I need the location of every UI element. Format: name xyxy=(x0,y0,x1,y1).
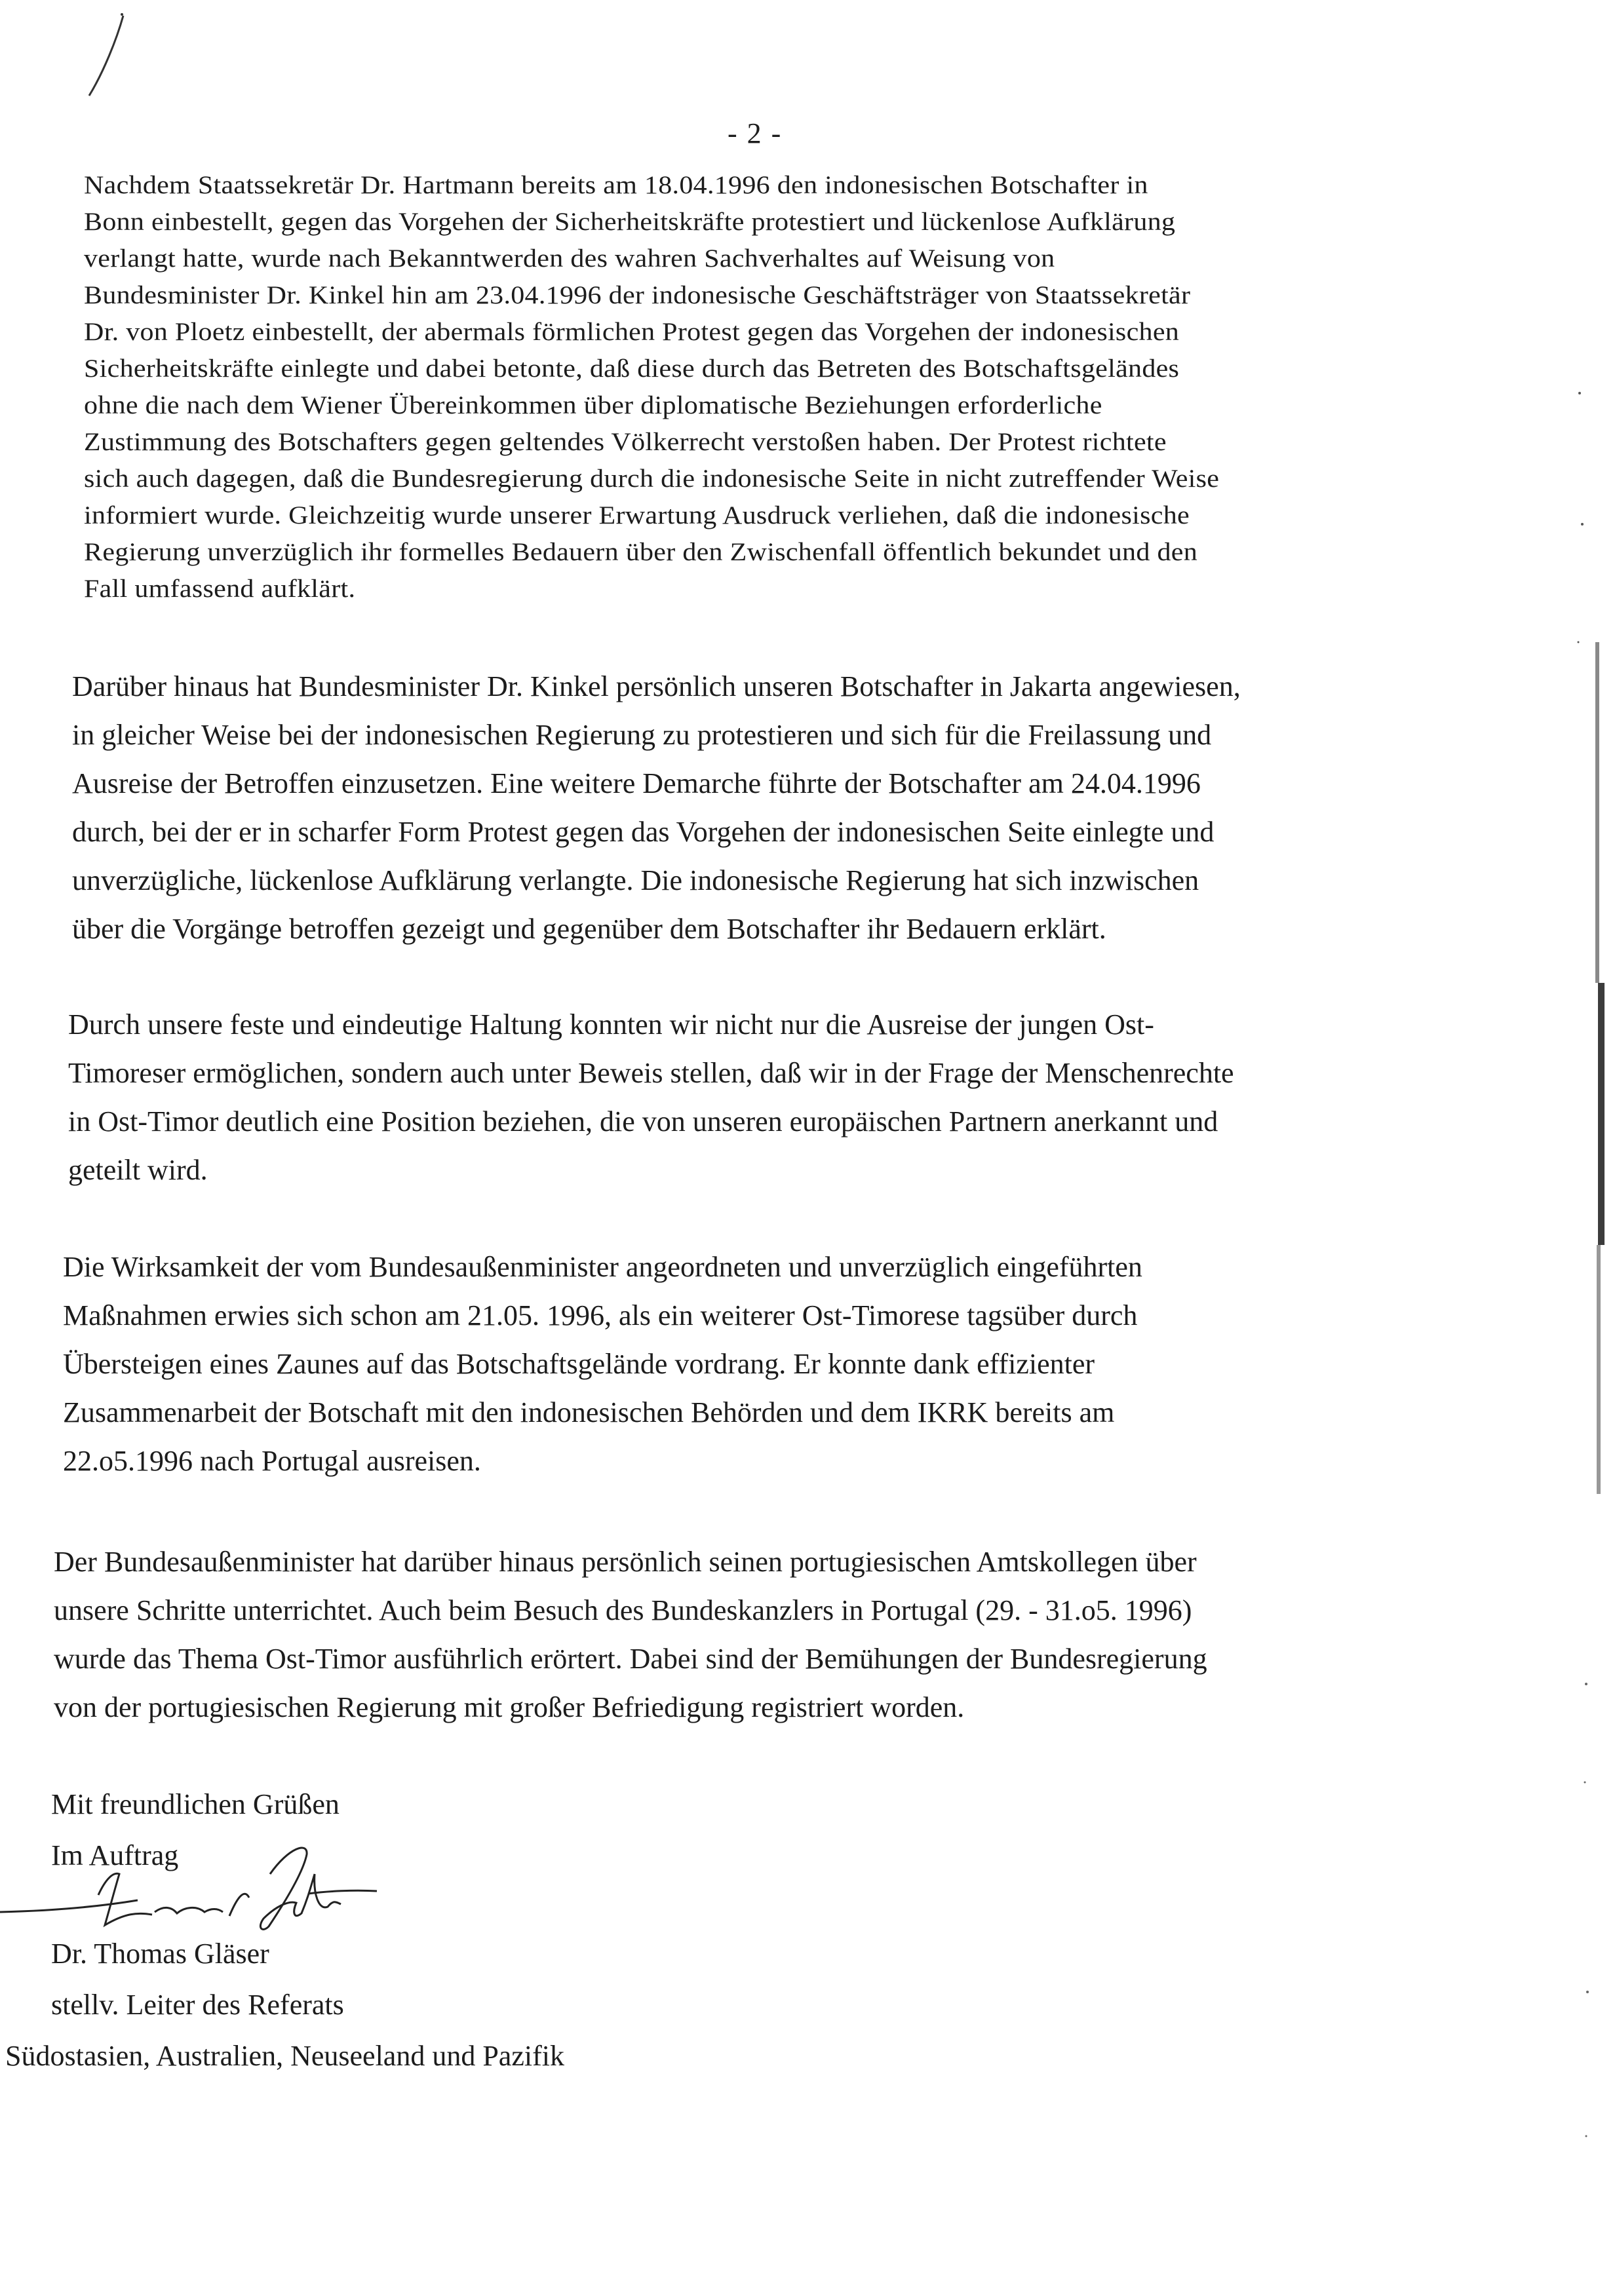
text-line: unsere Schritte unterrichtet. Auch beim Besuch des Bundeskanzlers in Portugal (29. - 31.o5. 1996) xyxy=(54,1594,1192,1626)
text-line: sich auch dagegen, daß die Bundesregierung durch die indonesische Seite in nicht zutreffender Weise xyxy=(84,465,1220,493)
text-line: durch, bei der er in scharfer Form Protest gegen das Vorgehen der indonesischen Seite einlegte und xyxy=(72,816,1215,848)
text-line: Darüber hinaus hat Bundesminister Dr. Kinkel persönlich unseren Botschafter in Jakarta angewiesen, xyxy=(72,670,1241,702)
text-line: Fall umfassend aufklärt. xyxy=(84,575,356,603)
text-line: Bundesminister Dr. Kinkel hin am 23.04.1996 der indonesische Geschäftsträger von Staatssekretär xyxy=(84,281,1191,310)
text-line: Regierung unverzüglich ihr formelles Bedauern über den Zwischenfall öffentlich bekundet und den xyxy=(84,538,1198,567)
text-line: ohne die nach dem Wiener Übereinkommen über diplomatische Beziehungen erforderliche xyxy=(84,391,1102,420)
text-line: in gleicher Weise bei der indonesischen Regierung zu protestieren und sich für die Freilassung und xyxy=(72,719,1212,751)
text-line: in Ost-Timor deutlich eine Position beziehen, die von unseren europäischen Partnern anerkannt und xyxy=(68,1105,1218,1138)
text-line: über die Vorgänge betroffen gezeigt und gegenüber dem Botschafter ihr Bedauern erklärt. xyxy=(72,913,1106,945)
text-line: geteilt wird. xyxy=(68,1154,208,1186)
text-line: Der Bundesaußenminister hat darüber hinaus persönlich seinen portugiesischen Amtskollegen über xyxy=(54,1546,1197,1578)
text-line: Zusammenarbeit der Botschaft mit den indonesischen Behörden und dem IKRK bereits am xyxy=(63,1396,1115,1428)
text-line: Dr. von Ploetz einbestellt, der abermals förmlichen Protest gegen das Vorgehen der indonesischen xyxy=(84,318,1180,347)
page-number: - 2 - xyxy=(728,117,783,149)
text-line: Timoreser ermöglichen, sondern auch unter Beweis stellen, daß wir in der Frage der Menschenrechte xyxy=(68,1057,1234,1089)
text-line: Die Wirksamkeit der vom Bundesaußenminister angeordneten und unverzüglich eingeführten xyxy=(63,1251,1142,1283)
text-line: wurde das Thema Ost-Timor ausführlich erörtert. Dabei sind der Bemühungen der Bundesregierung xyxy=(54,1643,1207,1675)
text-line: 22.o5.1996 nach Portugal ausreisen. xyxy=(63,1445,481,1477)
on-behalf-label: Im Auftrag xyxy=(51,1839,179,1871)
text-line: Bonn einbestellt, gegen das Vorgehen der Sicherheitskräfte protestiert und lückenlose Aufklärung xyxy=(84,208,1176,237)
handwritten-signature xyxy=(0,1835,380,1953)
text-line: unverzügliche, lückenlose Aufklärung verlangte. Die indonesische Regierung hat sich inzwischen xyxy=(72,864,1199,896)
signatory-name: Dr. Thomas Gläser xyxy=(51,1938,269,1970)
text-line: Ausreise der Betroffen einzusetzen. Eine weitere Demarche führte der Botschafter am 24.04.1996 xyxy=(72,767,1201,799)
text-line: Maßnahmen erwies sich schon am 21.05. 1996, als ein weiterer Ost-Timorese tagsüber durch xyxy=(63,1299,1138,1331)
text-line: Übersteigen eines Zaunes auf das Botschaftsgelände vordrang. Er konnte dank effizienter xyxy=(63,1348,1095,1380)
text-line: von der portugiesischen Regierung mit großer Befriedigung registriert worden. xyxy=(54,1691,965,1723)
text-line: Zustimmung des Botschafters gegen geltendes Völkerrecht verstoßen haben. Der Protest richtete xyxy=(84,428,1167,457)
signatory-role: stellv. Leiter des Referats xyxy=(51,1989,344,2021)
text-line: verlangt hatte, wurde nach Bekanntwerden des wahren Sachverhaltes auf Weisung von xyxy=(84,244,1055,273)
text-line: informiert wurde. Gleichzeitig wurde unserer Erwartung Ausdruck verliehen, daß die indonesische xyxy=(84,501,1190,530)
text-line: Sicherheitskräfte einlegte und dabei betonte, daß diese durch das Betreten des Botschaftsgeländes xyxy=(84,354,1180,383)
text-line: Nachdem Staatssekretär Dr. Hartmann bereits am 18.04.1996 den indonesischen Botschafter in xyxy=(84,171,1148,200)
pen-stroke-mark xyxy=(84,13,130,98)
signatory-department: Südostasien, Australien, Neuseeland und Pazifik xyxy=(5,2040,564,2072)
scan-speckles xyxy=(1560,367,1599,2267)
text-line: Durch unsere feste und eindeutige Haltung konnten wir nicht nur die Ausreise der jungen Ost- xyxy=(68,1008,1154,1041)
greeting: Mit freundlichen Grüßen xyxy=(51,1788,340,1820)
